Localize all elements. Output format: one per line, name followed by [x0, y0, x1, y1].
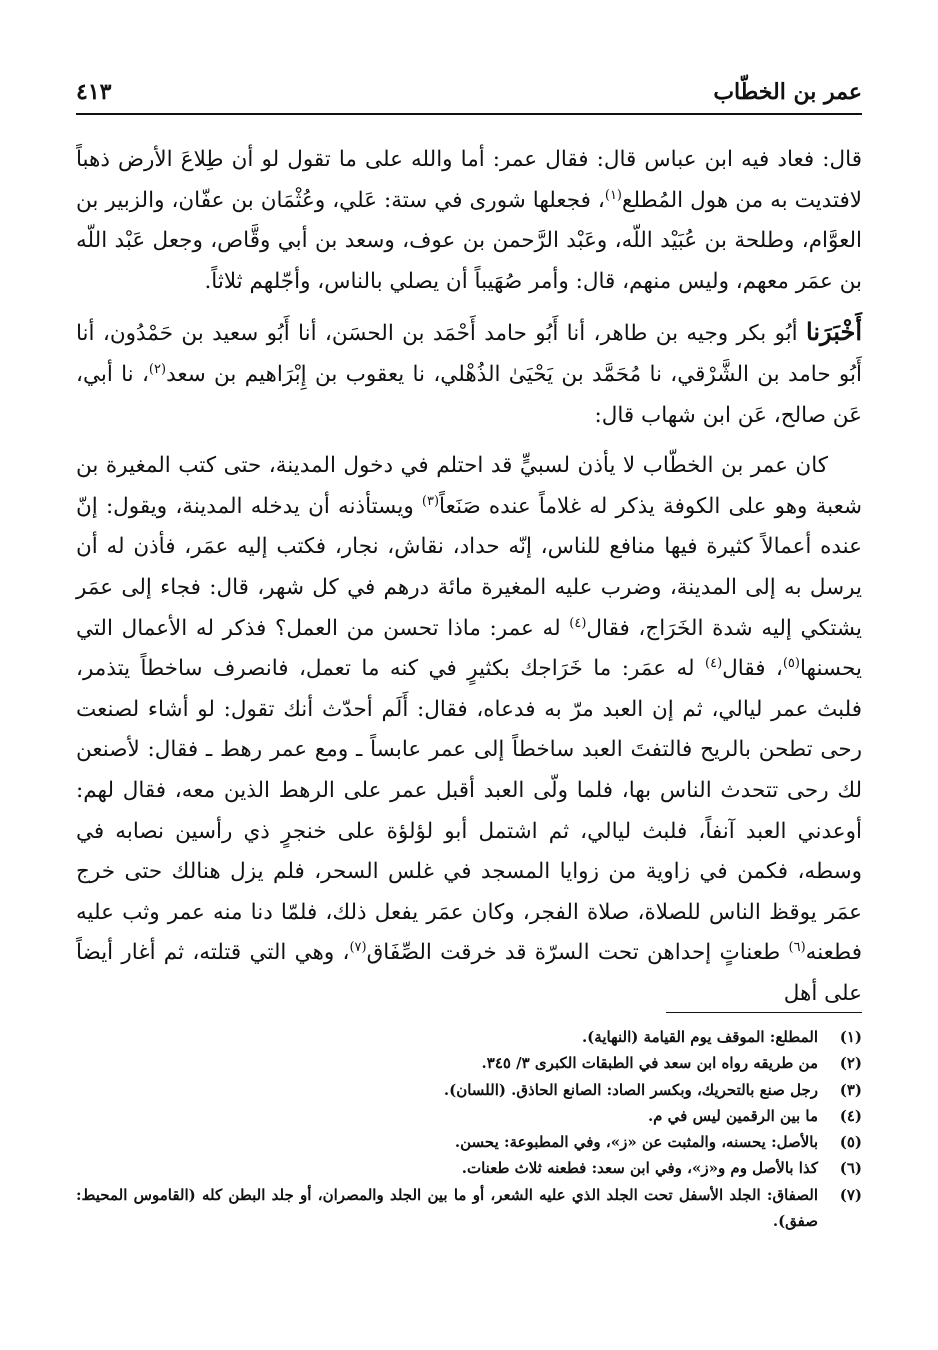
footnote-marker: (٤) [705, 655, 723, 671]
footnote-text: الصفاق: الجلد الأسفل تحت الجلد الذي عليه الشعر، أو ما بين الجلد والمصران، أو جلد البطن كله (القاموس المحيط: صفق). [76, 1185, 818, 1231]
footnote-separator [666, 1012, 862, 1013]
text-segment: له عمر: ماذا تحسن من العمل؟ فذكر له الأعمال التي يحسنها [76, 615, 862, 682]
paragraph [76, 312, 862, 436]
text-segment: كان عمر بن الخطّاب لا يأذن لسبيٍّ قد احتلم في دخول المدينة، حتى كتب المغيرة بن شعبة وهو على الكوفة يذكر له غلاماً عنده صَنَعاً [76, 453, 863, 519]
footnote-text: من طريقه رواه ابن سعد في الطبقات الكبرى ٣/ ٣٤٥. [481, 1054, 818, 1073]
footnote-number: (٥) [839, 1133, 862, 1152]
footnote-text: رجل صنع بالتحريك، وبكسر الصاد: الصانع الحاذق. (اللسان). [443, 1080, 818, 1099]
footnote [76, 1077, 862, 1103]
text-segment: له عمَر: ما خَرَاجك بكثيرٍ في كنه ما تعمل، فانصرف ساخطاً يتذمر، فلبث عمر ليالي، ثم إن العبد مرّ به فدعاه، فقال: أَلَم أحدّث أنك تقول: لو أشاء لصنعت رحى تطحن بالريح فالتفتَ العبد ساخطاً إلى عمر عابساً ـ ومع عمر رهط ـ فقال: لأصنعن لك رحى تتحدث الناس بها، فلما ولّى العبد أقبل عمر على الرهط الذين معه، فقال لهم: أوعدني العبد آنفاً، فلبث ليالي، ثم اشتمل أبو لؤلؤة على خنجرٍ ذي رأسين نصابه في وسطه، فكمن في زاوية من زوايا المسجد في غلس السحر، فلم يزل هنالك حتى خرج عمَر يوقظ الناس للصلاة، صلاة الفجر، وكان عمَر يفعل ذلك، فلمّا دنا منه عمر وثب عليه فطعنه [76, 656, 862, 966]
text-segment: ، وهي التي قتلته، ثم أغار أيضاً على أهل [76, 940, 862, 1006]
footnote-text: كذا بالأصل وم و«ز»، وفي ابن سعد: فطعنه ثلاث طعنات. [461, 1159, 818, 1178]
footnote [76, 1155, 862, 1181]
main-text [76, 140, 862, 1024]
text-segment: قال: فعاد فيه ابن عباس قال: فقال عمر: أما والله على ما تقول لو أن طِلاعَ الأرض ذهباً لافتديت به من هول المُطلع [76, 147, 862, 213]
footnote-number: (٦) [839, 1159, 862, 1178]
text-segment: ويستأذنه أن يدخله المدينة، ويقول: إنّ عنده أعمالاً كثيرة فيها منافع للناس، إنّه حداد، نقاش، نجار، فكتب إليه عمَر، فأذن له أن يرسل به إلى المدينة، وضرب عليه المغيرة مائة درهم في كل شهر، قال: فجاء إلى عمَر يشتكي إليه شدة الخَرَاج، فقال [76, 493, 862, 641]
footnote-number: (٣) [839, 1080, 862, 1099]
footnote-number: (٢) [839, 1054, 862, 1073]
footnote-marker: (١) [604, 187, 622, 203]
footnote-text: المطلع: الموقف يوم القيامة (النهاية). [581, 1028, 818, 1046]
paragraph-lead-word: أَخْبَرَنا [806, 317, 862, 347]
page-number: ٤١٣ [76, 79, 112, 105]
text-segment: ، نا أبي، عَن صالح، عَن ابن شهاب قال: [76, 361, 862, 428]
paragraph [76, 140, 862, 302]
running-head: عمر بن الخطّاب [713, 79, 862, 105]
footnote [76, 1024, 862, 1050]
footnote-number: (١) [839, 1028, 862, 1046]
footnote-text: ما بين الرقمين ليس في م. [647, 1106, 818, 1125]
header-rule [76, 113, 862, 115]
text-segment: ، فقال [722, 656, 783, 682]
footnote-marker: (٦) [788, 940, 806, 956]
text-segment: ، فجعلها شورى في ستة: عَلي، وعُثْمَان بن عفّان، والزبير بن العوَّام، وطلحة بن عُبَيْد اللّه، وعَبْد الرَّحمن بن عوف، وسعد بن أبي وقَّاص، وجعل عَبْد اللّه بن عمَر معهم، وليس منهم، قال: وأمر صُهَيباً أن يصلي بالناس، وأجّلهم ثلاثاً. [76, 187, 862, 294]
footnote-marker: (٢) [148, 361, 167, 377]
footnote-marker: (٣) [421, 493, 440, 509]
text-segment: طعناتٍ إحداهن تحت السرّة قد خرقت الصِّفَاق [366, 940, 789, 966]
footnote-marker: (٤) [569, 615, 587, 631]
footnote [76, 1182, 862, 1235]
footnotes [76, 1024, 862, 1234]
footnote [76, 1050, 862, 1076]
footnote [76, 1103, 862, 1129]
page-header [76, 74, 862, 110]
footnote-marker: (٧) [349, 940, 367, 956]
footnote-marker: (٥) [782, 655, 800, 671]
footnote-number: (٧) [839, 1185, 862, 1204]
footnote-text: بالأصل: يحسنه، والمثبت عن «ز»، وفي المطبوعة: يحسن. [454, 1133, 818, 1152]
paragraph [76, 446, 862, 1014]
footnote-number: (٤) [839, 1106, 862, 1125]
footnote [76, 1129, 862, 1155]
text-segment: أبُو بكر وجيه بن طاهر، أنا أَبُو حامد أَحْمَد بن الحسَن، أنا أَبُو سعيد بن حَمْدُون، أنا أَبُو حامد بن الشَّرْقي، نا مُحَمَّد بن يَحْيَىٰ الذُهْلي، نا يعقوب بن إِبْرَاهيم بن سعد [76, 321, 862, 387]
